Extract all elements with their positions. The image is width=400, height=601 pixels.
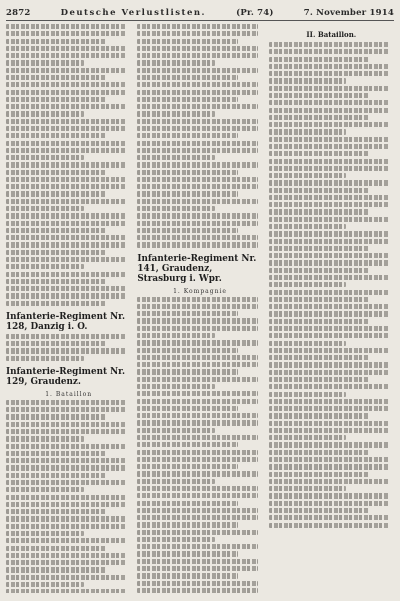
right-column [269,24,394,593]
left-block-3 [6,400,131,593]
left-block-1 [6,24,131,306]
left-block-2 [6,334,131,361]
middle-column [137,24,262,593]
publication-date: 7. November 1914 [303,8,394,18]
text-columns [6,24,394,593]
page-number: 2872 [6,8,31,18]
section-heading: II. Bataillon. [306,30,357,39]
section-heading: Infanterie-Regiment Nr. 141, Graudenz, Strasburg i. Wpr. [137,253,257,284]
section-heading: Infanterie-Regiment Nr. 129, Graudenz. [6,366,126,387]
header-rule [6,20,394,21]
middle-block-1 [137,24,262,248]
battalion-label: 1. Bataillon [45,390,93,398]
page-header [6,6,394,20]
issue-number: (Pr. 74) [236,8,274,18]
middle-block-2 [137,297,262,593]
company-label: 1. Kompagnie [173,287,227,295]
publication-title: Deutsche Verlustlisten. [60,8,207,18]
left-column [6,24,131,593]
section-heading: Infanterie-Regiment Nr. 128, Danzig i. O. [6,311,126,332]
right-block-1 [269,42,394,528]
